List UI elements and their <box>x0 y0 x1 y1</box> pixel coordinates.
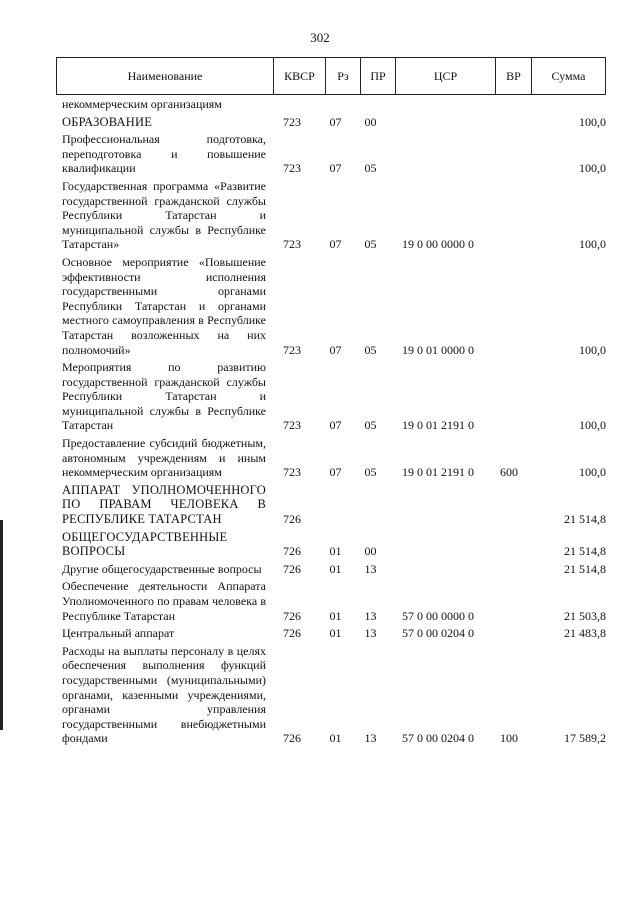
row-kvsr: 723 <box>283 161 301 176</box>
row-pr: 05 <box>364 465 377 480</box>
scan-edge-mark <box>0 520 3 730</box>
row-pr: 05 <box>364 237 377 252</box>
row-kvsr: 726 <box>283 544 301 559</box>
row-kvsr: 723 <box>283 114 301 129</box>
table-row <box>62 179 606 252</box>
table-row <box>62 97 606 112</box>
row-name: Обеспечение деятельности Аппарата Уполномоченного по правам человека в Республике Татарстан <box>62 579 266 623</box>
row-sum: 21 483,8 <box>564 626 606 641</box>
row-name: Другие общегосударственные вопросы <box>62 561 262 576</box>
row-sum: 100,0 <box>579 465 606 480</box>
row-kvsr: 726 <box>283 731 301 746</box>
row-rz: 07 <box>329 237 342 252</box>
table-row <box>62 436 606 480</box>
row-pr: 13 <box>364 608 377 623</box>
row-sum: 21 514,8 <box>564 561 606 576</box>
row-name: Основное мероприятие «Повышение эффективности исполнения государственными органами Республики Татарстан и органами местного самоуправления в Республике Татарстан возложенных на них полномочий» <box>62 254 266 357</box>
page-number: 302 <box>310 30 330 45</box>
table-row <box>62 483 606 527</box>
row-pr: 05 <box>364 161 377 176</box>
row-rz: 01 <box>329 561 342 576</box>
row-kvsr: 726 <box>283 561 301 576</box>
row-kvsr: 726 <box>283 608 301 623</box>
row-name: ОБРАЗОВАНИЕ <box>62 114 153 129</box>
header-sum: Сумма <box>531 58 605 94</box>
row-vr: 100 <box>500 731 518 746</box>
table-row <box>62 360 606 433</box>
row-name: ОБЩЕГОСУДАРСТВЕННЫЕ ВОПРОСЫ <box>62 529 228 559</box>
row-rz: 07 <box>329 342 342 357</box>
header-pr: ПР <box>360 58 395 94</box>
row-pr: 00 <box>364 114 377 129</box>
table-row <box>62 579 606 623</box>
row-sum: 100,0 <box>579 114 606 129</box>
row-rz: 01 <box>329 608 342 623</box>
row-name: Профессиональная подготовка, переподготовка и повышение квалификации <box>62 132 266 176</box>
table-row <box>62 644 606 746</box>
row-csr: 57 0 00 0000 0 <box>402 608 474 623</box>
header-rz: Рз <box>325 58 360 94</box>
row-sum: 100,0 <box>579 237 606 252</box>
row-pr: 13 <box>364 626 377 641</box>
row-kvsr: 723 <box>283 237 301 252</box>
header-csr: ЦСР <box>395 58 495 94</box>
row-sum: 17 589,2 <box>564 731 606 746</box>
row-sum: 100,0 <box>579 161 606 176</box>
row-pr: 00 <box>364 544 377 559</box>
row-name: Предоставление субсидий бюджетным, автономным учреждениям и иным некоммерческим организациям <box>62 436 266 480</box>
table-row <box>62 626 606 641</box>
row-vr: 600 <box>500 465 518 480</box>
row-pr: 13 <box>364 561 377 576</box>
row-kvsr: 726 <box>283 626 301 641</box>
row-name: некоммерческим организациям <box>62 97 222 111</box>
row-kvsr: 723 <box>283 465 301 480</box>
row-sum: 21 514,8 <box>564 512 606 527</box>
header-vr: ВР <box>495 58 531 94</box>
table-body <box>62 97 606 746</box>
row-name: Государственная программа «Развитие государственной гражданской службы Республики Татарстан и муниципальной службы в Республике Татарстан» <box>62 178 266 252</box>
row-rz: 01 <box>329 731 342 746</box>
table-row <box>62 132 606 176</box>
table-row <box>62 115 606 130</box>
header-kvsr: КВСР <box>273 58 325 94</box>
row-csr: 57 0 00 0204 0 <box>402 626 474 641</box>
row-rz: 07 <box>329 114 342 129</box>
row-rz: 01 <box>329 544 342 559</box>
row-sum: 100,0 <box>579 418 606 433</box>
row-kvsr: 726 <box>283 512 301 527</box>
row-rz: 01 <box>329 626 342 641</box>
row-sum: 21 503,8 <box>564 608 606 623</box>
row-rz: 07 <box>329 418 342 433</box>
row-name: АППАРАТ УПОЛНОМОЧЕННОГО ПО ПРАВАМ ЧЕЛОВЕКА В РЕСПУБЛИКЕ ТАТАРСТАН <box>62 482 266 527</box>
row-csr: 19 0 01 2191 0 <box>402 418 474 433</box>
row-pr: 13 <box>364 731 377 746</box>
row-csr: 57 0 00 0204 0 <box>402 731 474 746</box>
row-kvsr: 723 <box>283 342 301 357</box>
table-header <box>56 57 606 95</box>
row-sum: 21 514,8 <box>564 544 606 559</box>
row-name: Центральный аппарат <box>62 626 175 641</box>
row-csr: 19 0 01 2191 0 <box>402 465 474 480</box>
header-name: Наименование <box>127 68 203 83</box>
table-row <box>62 255 606 357</box>
row-pr: 05 <box>364 418 377 433</box>
row-csr: 19 0 01 0000 0 <box>402 342 474 357</box>
row-rz: 07 <box>329 465 342 480</box>
row-pr: 05 <box>364 342 377 357</box>
row-kvsr: 723 <box>283 418 301 433</box>
row-sum: 100,0 <box>579 342 606 357</box>
table-row <box>62 562 606 577</box>
row-name: Мероприятия по развитию государственной гражданской службы Республики Татарстан и муниципальной службы в Республике Татарстан <box>62 360 266 433</box>
row-name: Расходы на выплаты персоналу в целях обеспечения выполнения функций государственными (муниципальными) органами, казенными учреждениями, органами управления государственными внебюджетными фондами <box>62 643 266 746</box>
row-csr: 19 0 00 0000 0 <box>402 237 474 252</box>
row-rz: 07 <box>329 161 342 176</box>
table-row <box>62 530 606 559</box>
